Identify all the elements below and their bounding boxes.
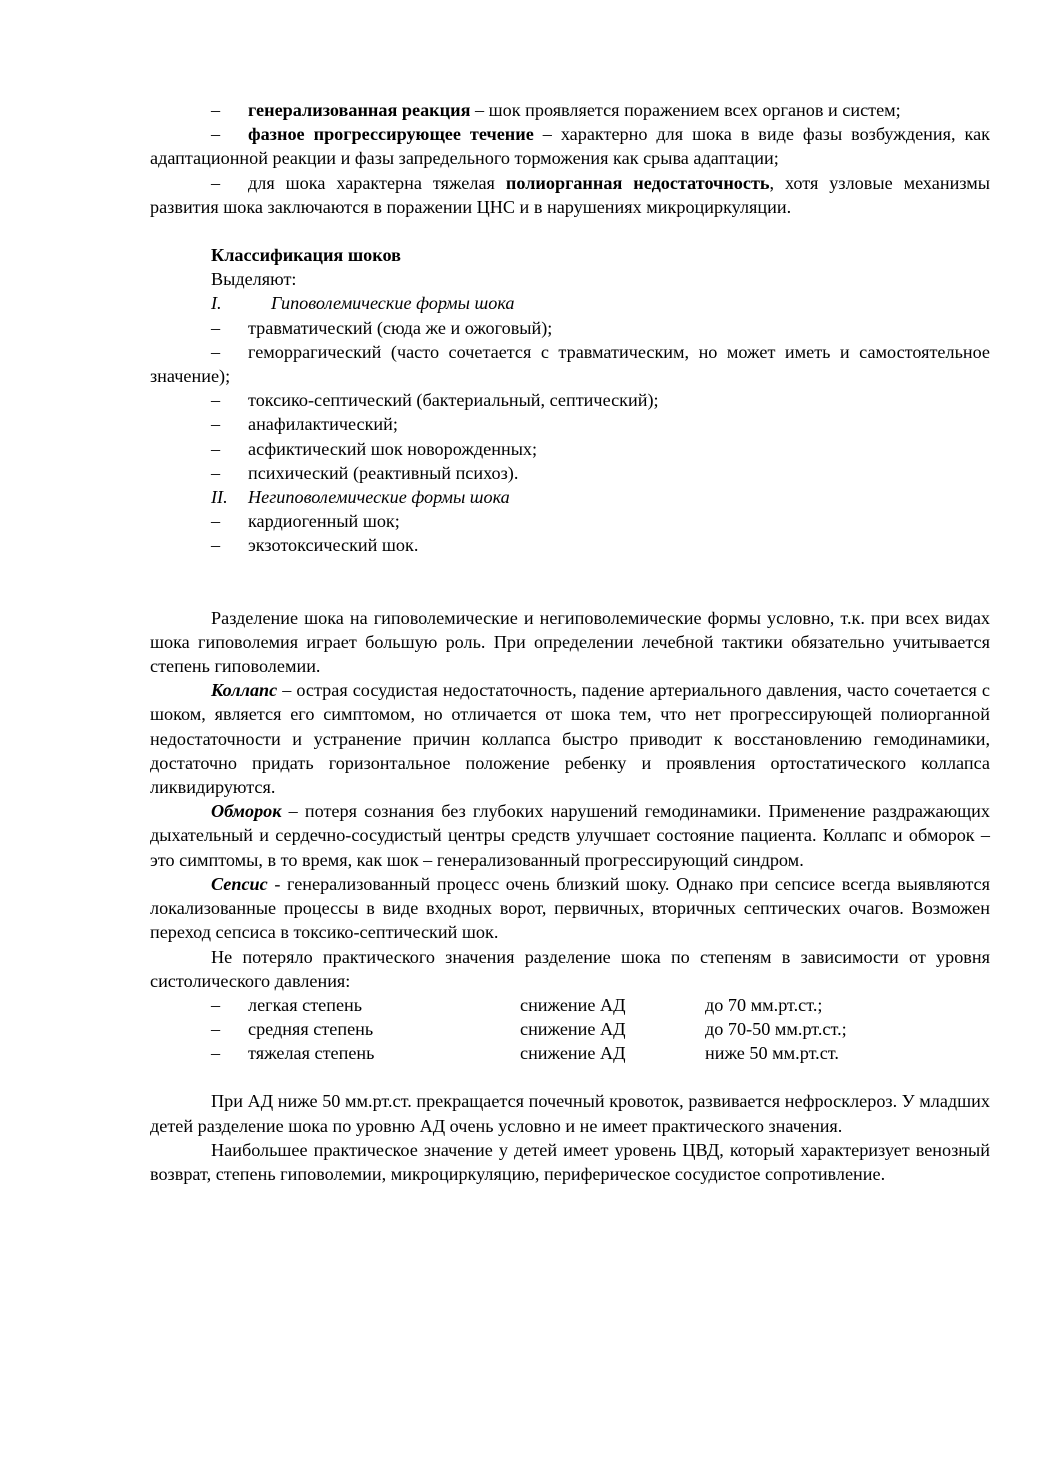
bullet-dash: – xyxy=(211,1019,221,1040)
list-item xyxy=(150,509,990,533)
section-lead: Выделяют: xyxy=(211,269,297,290)
list-item xyxy=(150,412,990,436)
bullet-text: , хотя узловые механизмы развития шока заключаются в поражении ЦНС и в нарушениях микроциркуляции. xyxy=(150,172,990,217)
list-item xyxy=(150,533,990,557)
degree-drop: снижение АД xyxy=(520,1043,626,1064)
bullet-text: для шока характерна тяжелая xyxy=(248,172,506,193)
bullet-dash: – xyxy=(211,414,221,435)
bullet-dash: – xyxy=(211,1043,221,1064)
group-heading-hypovolemic xyxy=(150,291,990,315)
bullet-dash: – xyxy=(211,390,221,411)
term-collapse: Коллапс xyxy=(211,680,278,701)
bullet-dash: – xyxy=(211,341,221,362)
degree-row xyxy=(150,993,990,1017)
term-polyorgan-failure: полиорганная недостаточность xyxy=(505,172,770,193)
degree-name: тяжелая степень xyxy=(248,1043,375,1064)
list-item-text: асфиктический шок новорожденных; xyxy=(248,438,538,459)
paragraph-ad: При АД ниже 50 мм.рт.ст. прекращается почечный кровоток, развивается нефросклероз. У младших детей разделение шока по уровню АД очень условно и не имеет практического значения. xyxy=(150,1091,990,1136)
list-item-text: травматический (сюда же и ожоговый); xyxy=(248,317,553,338)
bullet-dash: – xyxy=(211,511,221,532)
intro-bullet-polyorgan xyxy=(150,171,990,219)
section-heading: Классификация шоков xyxy=(211,245,401,266)
degree-row xyxy=(150,1017,990,1041)
bullet-dash: – xyxy=(211,535,221,556)
list-item-text: экзотоксический шок. xyxy=(248,535,419,556)
degree-value: ниже 50 мм.рт.ст. xyxy=(705,1043,839,1064)
paragraph-faint xyxy=(150,799,990,872)
group-heading-nonhypovolemic xyxy=(150,485,990,509)
bullet-dash: – xyxy=(211,100,221,120)
bullet-text: – шок проявляется поражением всех органов и систем; xyxy=(470,100,901,120)
degree-name: легкая степень xyxy=(248,994,363,1015)
group-title: Гиповолемические формы шока xyxy=(271,293,515,314)
group-title: Негиповолемические формы шока xyxy=(248,487,510,508)
bullet-dash: – xyxy=(211,124,221,145)
degree-drop: снижение АД xyxy=(520,994,626,1015)
paragraph-collapse xyxy=(150,678,990,799)
term-faint: Обморок xyxy=(211,801,282,822)
document-page xyxy=(150,98,990,1186)
term-sepsis: Сепсис xyxy=(211,873,268,894)
degree-value: до 70 мм.рт.ст.; xyxy=(705,994,823,1015)
bullet-dash: – xyxy=(211,994,221,1015)
bullet-text: – характерно для шока в виде фазы возбуждения, как адаптационной реакции и фазы запредельного торможения как срыва адаптации; xyxy=(150,124,990,169)
list-item xyxy=(150,388,990,412)
intro-bullet-phase xyxy=(150,122,990,170)
paragraph-cvd: Наибольшее практическое значение у детей имеет уровень ЦВД, который характеризует венозный возврат, степень гиповолемии, микроциркуляцию, периферическое сосудистое сопротивление. xyxy=(150,1139,990,1185)
list-item xyxy=(150,461,990,485)
group-number: I. xyxy=(211,293,222,314)
list-item xyxy=(150,437,990,461)
degree-drop: снижение АД xyxy=(520,1019,626,1040)
degree-name: средняя степень xyxy=(248,1019,374,1040)
paragraph-text: - генерализованный процесс очень близкий шоку. Однако при сепсисе всегда выявляются локализованные процессы в виде входных ворот, первичных, вторичных септических очагов. Возможен переход сепсиса в токсико-септический шок. xyxy=(150,873,990,943)
group-number: II. xyxy=(211,487,228,508)
paragraph-hypovolemia: Разделение шока на гиповолемические и негиповолемические формы условно, т.к. при всех видах шока гиповолемия играет большую роль. При определении лечебной тактики обязательно учитывается степень гиповолемии. xyxy=(150,607,990,677)
list-item xyxy=(150,340,990,388)
bullet-dash: – xyxy=(211,172,221,193)
term-phase-course: фазное прогрессирующее течение xyxy=(248,124,534,145)
list-item xyxy=(150,316,990,340)
bullet-dash: – xyxy=(211,462,221,483)
bullet-dash: – xyxy=(211,317,221,338)
list-item-text: анафилактический; xyxy=(248,414,398,435)
list-item-text: токсико-септический (бактериальный, септический); xyxy=(248,390,659,411)
paragraph-degrees: Не потеряло практического значения разделение шока по степеням в зависимости от уровня систолического давления: xyxy=(150,946,990,991)
term-generalized-reaction: генерализованная реакция xyxy=(248,100,471,120)
degree-row xyxy=(150,1041,990,1065)
list-item-text: психический (реактивный психоз). xyxy=(248,462,519,483)
paragraph-sepsis xyxy=(150,872,990,945)
paragraph-text: – острая сосудистая недостаточность, падение артериального давления, часто сочетается с шоком, является его симптомом, но отличается от шока тем, что нет прогрессирующей полиорганной недостаточности и устранение причин коллапса быстро приводит к восстановлению гемодинамики, достаточно придать горизонтальное положение ребенку и проявления ортостатического коллапса ликвидируются. xyxy=(150,680,990,798)
list-item-text: кардиогенный шок; xyxy=(248,511,400,532)
list-item-text: геморрагический (часто сочетается с травматическим, но может иметь и самостоятельное значение); xyxy=(150,341,990,387)
degree-value: до 70-50 мм.рт.ст.; xyxy=(705,1019,847,1040)
bullet-dash: – xyxy=(211,438,221,459)
intro-bullet-generalized xyxy=(150,98,990,122)
paragraph-text: – потеря сознания без глубоких нарушений гемодинамики. Применение раздражающих дыхательный и сердечно-сосудистый центры средств улучшает состояние пациента. Коллапс и обморок – это симптомы, в то время, как шок – генерализованный прогрессирующий синдром. xyxy=(150,801,990,870)
